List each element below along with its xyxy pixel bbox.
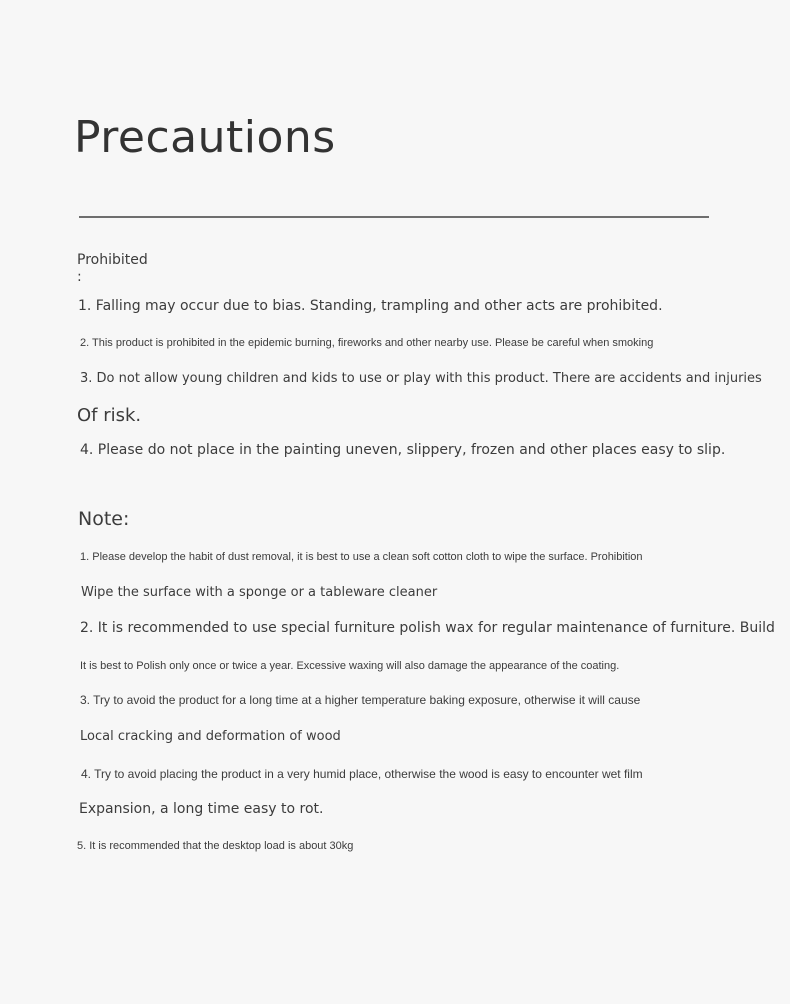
prohibited-item-3: 3. Do not allow young children and kids to use or play with this product. There are accidents and injuries [80, 371, 762, 386]
prohibited-item-2: 2. This product is prohibited in the epidemic burning, fireworks and other nearby use. Please be careful when smoking [80, 337, 654, 349]
title-divider [79, 216, 709, 218]
prohibited-item-4: 4. Please do not place in the painting uneven, slippery, frozen and other places easy to slip. [80, 442, 726, 458]
note-item-4: 4. Try to avoid placing the product in a very humid place, otherwise the wood is easy to encounter wet film [81, 767, 643, 781]
note-item-1-continued: Wipe the surface with a sponge or a tableware cleaner [81, 585, 438, 600]
note-item-3-continued: Local cracking and deformation of wood [80, 729, 341, 744]
note-item-4-continued: Expansion, a long time easy to rot. [79, 801, 324, 817]
prohibited-item-1: 1. Falling may occur due to bias. Standing, trampling and other acts are prohibited. [78, 298, 663, 314]
prohibited-item-3-continued: Of risk. [77, 405, 142, 426]
note-heading: Note: [78, 508, 130, 530]
note-item-1: 1. Please develop the habit of dust removal, it is best to use a clean soft cotton cloth to wipe the surface. Prohibition [80, 551, 643, 563]
note-item-5: 5. It is recommended that the desktop load is about 30kg [77, 840, 354, 852]
prohibited-heading-colon: : [77, 269, 82, 285]
prohibited-heading: Prohibited [77, 252, 148, 268]
note-item-3: 3. Try to avoid the product for a long time at a higher temperature baking exposure, otherwise it will cause [80, 693, 641, 707]
note-item-2: 2. It is recommended to use special furniture polish wax for regular maintenance of furniture. Build [80, 620, 775, 636]
page-title: Precautions [74, 112, 336, 163]
note-item-2-continued: It is best to Polish only once or twice a year. Excessive waxing will also damage the appearance of the coating. [80, 660, 620, 672]
